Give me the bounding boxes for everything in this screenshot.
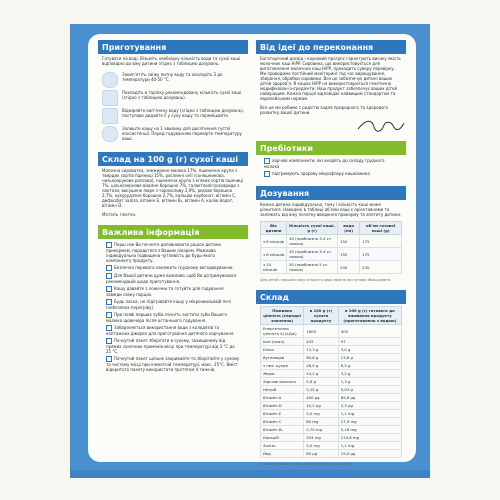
composition-table [260,306,402,458]
composition-cell: 1809 [304,325,339,338]
composition-cell: Вітамін В₁ [261,426,304,434]
prep-step [102,90,244,106]
prebiotics-title: Пребіотики [256,141,406,155]
composition-cell: Жири [261,370,304,378]
prep-steps [98,68,248,146]
dosage-header: Вік дитини [261,222,287,235]
important-item [102,324,244,337]
composition-cell: 80 mg [304,418,339,426]
prebiotics-bullets [256,155,406,180]
composition-cell: Кальцій [261,434,304,442]
important-bullets [98,239,248,375]
bottom-flap [70,470,430,478]
table-row [261,338,402,346]
composition-cell: Вітамін D [261,402,304,410]
table-row [261,325,402,338]
table-row [261,410,402,418]
composition-cell: 0,70 mg [304,426,339,434]
composition-cell: 6,5 g [338,362,401,370]
left-column [98,34,248,462]
composition-cell: з них: цукри [261,362,304,370]
composition-cell: 1,3 g [338,378,401,386]
composition-cell: 13,6 g [338,354,401,362]
important-item-text: Забороняється використання води з колодязів та каптажних джерел для приготування дитячого харчування. [106,325,235,336]
composition-cell: 400 μg [304,394,339,402]
composition-cell: 89,6 μg [338,394,401,402]
important-item-text: При появі перших зубів почніть чистити зуби Вашого малюка щовечора після останнього годування. [106,312,227,323]
composition100-footer: Містить глютен. [102,212,137,217]
composition-title: Склад [256,290,406,304]
composition-cell: 0,16 mg [338,426,401,434]
composition-header: в 100 g (г) сухого продукту [304,307,339,325]
table-row [261,346,402,354]
checkbox-icon [264,171,270,177]
composition-cell: 60,6 g [304,354,339,362]
important-item [102,241,244,264]
important-item [102,355,244,373]
dosage-table [260,221,402,274]
dosage-header: Кількість сухої каші, g (г) [287,222,338,235]
dosage-cell: 50 (приблизно 5 ст. ложок) [287,261,338,274]
table-row [261,248,402,261]
prep-step [102,126,244,142]
table-row [261,402,402,410]
important-item [102,272,244,285]
table-row [261,426,402,434]
composition-cell: 0,15 g [304,386,339,394]
composition-cell: 2,3 μg [338,402,401,410]
table-row [261,362,402,370]
composition-cell: Енергетична цінність kJ (кДж) [261,325,304,338]
dosage-table-wrap [256,219,406,276]
table-row [261,354,402,362]
table-row [261,418,402,426]
table-row [261,386,402,394]
dosage-cell: 150 [338,248,360,261]
prep-step [102,72,244,88]
prep-step [102,108,244,124]
composition-cell: 28,9 g [304,362,339,370]
dosage-cell: 200 [338,261,360,274]
conviction-title: Від ідеї до переконання [256,40,406,54]
composition100-text: Молочна сироватка, знежирене молоко 17%, пшенична крупа з твердих сортів пшениці 15%, рослинні олії (соняшникова, низькоерукова рапсова), пшенична крупа з м’яких сортів пшениці 7%, цільнозернове вівсяне борошно 7%, галактоолігосахариди з лактози, висушене пюре з чорносливу 2,9%, рисове борошно 2,7%, кукурудзяне борошно 2,7%, кальцію карбонат, вітамін С, дифосфат заліза, вітамін Е, вітамін В₁, вітамін А, калію йодат, вітамін D. [102,168,244,208]
dosage-cell: 230 [360,261,402,274]
important-item-text: Перш ніж Ви почнете доповнювати раціон дитини прикормом, порадьтеся з Вашим лікарем. Можлива індивідуальна підвищена чутливість до будь-якого компоненту продукту. [106,242,222,263]
dosage-cell: 175 [360,235,402,248]
important-item-text: Для Вашої дитини дуже важливо, щоб Ви дотримувалися рекомендацій щодо приготування. [106,273,237,284]
table-row [261,394,402,402]
important-item [102,285,244,298]
composition-cell: Вітамін А [261,394,304,402]
composition-cell: 14,2 g [304,370,339,378]
signature [256,117,406,135]
composition-cell: Вітамін Е [261,410,304,418]
composition-cell: 3,0 g [338,346,401,354]
important-item-text: Почнутий пакет зберігати в сухому, захищеному від прямих сонячних променів місці при температурі від 3 °С до 25 °С. [106,338,235,354]
table-row [261,235,402,248]
conviction-text-2: Все це ми робимо з радістю задля природного та здорового розвитку вашої дитини. [260,105,388,115]
bowl-icon [102,126,118,142]
prep-step-text: Покладіть в тарілку рекомендовану кількість сухої каші (згідно з таблицею дозувань). [122,90,242,100]
composition-cell: 119,6 mg [338,434,401,442]
composition-cell: 0,03 g [338,386,401,394]
composition-cell: Білки [261,346,304,354]
composition-cell: 3,2 g [338,370,401,378]
dosage-intro: Кожна дитина індивідуальна, тому і кількість каші може різнитися. Наведені в таблиці об’єми каші є орієнтовними та залежать від віку початку введення прикорму та апетиту дитини. [260,202,402,217]
dosage-cell: з 10 місяців [261,261,287,274]
prebiotics-item [260,157,402,170]
composition-cell: 13,3 g [304,346,339,354]
table-row [261,378,402,386]
spoon-icon [102,90,118,106]
composition-header: в 100 g (г) готового до вживання продукту (приготовлено з водою) [338,307,401,325]
composition-cell: 1,1 mg [338,410,401,418]
dosage-cell: з 8 місяців [261,248,287,261]
composition-cell: Залізо [261,442,304,450]
composition-cell: 5,0 mg [304,442,339,450]
dosage-cell: 40 (приблизно 3-4 ст. ложки) [287,235,338,248]
composition-table-wrap [256,304,406,460]
right-column [256,34,406,466]
signature-icon [356,117,406,135]
composition-cell: kcal (ккал) [261,338,304,346]
table-row [261,434,402,442]
important-item [102,264,244,272]
composition-cell: 5,8 g [304,378,339,386]
composition-footnote: * розрахунково з природнього вмісту інгредієнтів [260,462,353,466]
prep-title: Приготування [98,40,248,54]
composition-header: Поживна цінність (середні значення) [261,307,304,325]
composition-cell: Харчові волокна [261,378,304,386]
table-row [261,261,402,274]
conviction-text: Багаторічний досвід і науковий прогрес гарантують високу якість молочних каш HiPP. Сировина, що використовується для виготовлення молочних каш HiPP, проходить сувору перевірку. Ми проводимо постійний моніторинг під час вирощування, збирання, обробки сировини. Все це забезпечує дитині ваших дітей здоров’я. В кашах HiPP не використовуються генетично модифіковані інгредієнти. Наш продукт забезпечує ваших дітей найкращим. Кожна порція відповідає найвищим стандартам та європейським нормам. [260,56,401,101]
kettle-icon [102,72,118,88]
composition-cell: 10,2 μg [304,402,339,410]
composition-cell: 85 μg [304,450,339,458]
table-row [261,450,402,458]
composition-cell: 5,0 mg [304,410,339,418]
pour-icon [102,108,118,124]
prebiotics-item [260,170,402,178]
checkbox-icon [106,265,112,271]
composition-cell: 534 mg [304,434,339,442]
composition-cell: 97 [338,338,401,346]
important-item [102,337,244,355]
dosage-title: Дозування [256,186,406,200]
composition-cell: 405 [338,325,401,338]
dosage-cell: 175 [360,248,402,261]
table-row [261,370,402,378]
dosage-cell: з 6 місяців [261,235,287,248]
composition-cell: 1,1 mg [338,442,401,450]
dosage-header: вода (ml) [338,222,360,235]
composition-cell: Вуглеводи [261,354,304,362]
dosage-cell: 40 (приблизно 3-4 ст. ложки) [287,248,338,261]
dosage-cell: 150 [338,235,360,248]
composition-cell: 432 [304,338,339,346]
prep-step-text: Закип’ятіть свіжу питну воду та охолодіть її до температури 40-50 °С. [122,72,223,82]
prebiotics-item-text: підтримують здорову мікрофлору кишківника [272,171,370,176]
prep-intro: Готувати на воді. Візьміть необхідну кількість води та сухої каші відповідно до віку дитини згідно з таблицею дозувань. [102,56,241,66]
info-card [88,34,416,466]
prep-step-text: Відміряйте кип’ячену воду (згідно з таблицею дозувань), поступово додайте її у суху кашу та перемішайте. [122,108,244,118]
table-row [261,442,402,450]
important-item-text: Безпечна перевага належить грудному вигодовуванню. [114,265,234,270]
composition-cell: Вітамін С [261,418,304,426]
dosage-note: Для дітей старшого віку кількість каші можна поступово збільшувати. [260,278,392,282]
dosage-header: об’єм готової каші (g) [360,222,402,235]
prebiotics-item-text: харчові компоненти, які входять до складу грудного молока [264,158,385,169]
prep-step-text: Залиште кашу на 1 хвилину для досягнення густої консистенції. Перед годуванням перевірте температуру каші. [122,126,242,141]
important-item-text: Почнутий пакет щільно закривайте та зберігайте у сухому та чистому місці при кімнатній температурі, макс. 25°С. Вміст відкритого пакету використати протягом 4 тижнів. [106,356,240,372]
important-title: Важлива інформація [98,225,248,239]
composition-cell: 17,9 mg [338,418,401,426]
composition-cell: Натрій [261,386,304,394]
composition100-title: Склад на 100 g (г) сухої каші [98,152,248,166]
important-item [102,311,244,324]
important-item [102,298,244,311]
composition-cell: 19,0 μg [338,450,401,458]
important-item-text: Будь ласка, не підігрівайте кашу у мікрохвильовій печі (небезпека перегріву). [106,299,232,310]
composition-cell: Йод [261,450,304,458]
important-item-text: Кашу давайте з ложечки та готуйте для годування завжди свіжу порцію. [106,286,224,297]
